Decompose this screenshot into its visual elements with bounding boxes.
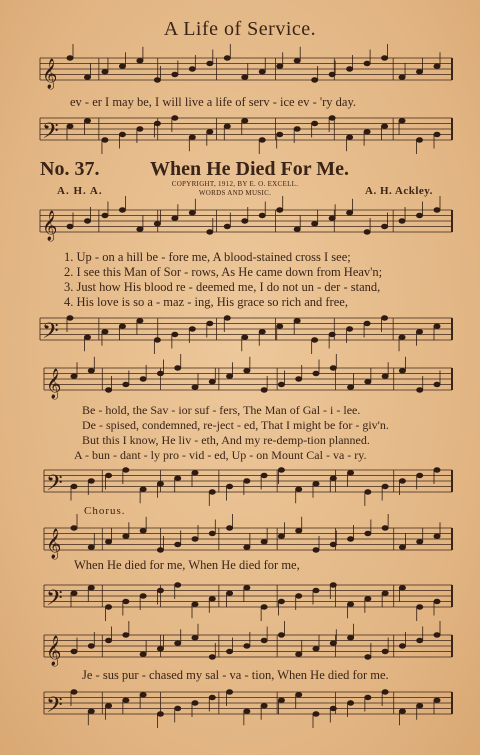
note-head	[192, 636, 198, 640]
note-head	[102, 138, 108, 142]
note-head	[382, 690, 388, 694]
note-head	[71, 649, 77, 653]
note-head	[192, 602, 198, 606]
note-head	[88, 644, 94, 648]
note-head	[417, 638, 423, 642]
note-head	[189, 135, 195, 139]
note-head	[71, 690, 77, 694]
note-head	[192, 471, 198, 475]
note-head	[207, 130, 213, 134]
note-head	[434, 208, 440, 212]
note-head	[189, 211, 195, 215]
note-head	[123, 698, 129, 702]
note-head	[140, 594, 146, 598]
note-head	[154, 222, 160, 226]
note-head	[140, 693, 146, 697]
note-head	[417, 70, 423, 74]
chorus-label: Chorus.	[84, 505, 126, 517]
note-head	[365, 380, 371, 384]
note-head	[296, 594, 302, 598]
note-head	[348, 471, 354, 475]
note-head	[347, 327, 353, 331]
verse-4-line-a: 4. His love is so a - maz - ing, His grace so rich and free,	[64, 295, 348, 309]
note-head	[88, 545, 94, 549]
note-head	[364, 61, 370, 65]
note-head	[296, 377, 302, 381]
note-head	[71, 374, 77, 378]
clef-symbol: 𝄢	[42, 319, 59, 349]
note-head	[330, 706, 336, 710]
note-head	[140, 377, 146, 381]
note-head	[157, 647, 163, 651]
note-head	[172, 72, 178, 76]
note-head	[119, 208, 125, 212]
note-head	[434, 468, 440, 472]
note-head	[261, 704, 267, 708]
note-head	[154, 78, 160, 82]
note-head	[348, 701, 354, 705]
note-head	[434, 599, 440, 603]
note-head	[71, 526, 77, 530]
verse-4-line-b: A - bun - dant - ly pro - vid - ed, Up - on Mount Cal - va - ry.	[74, 448, 367, 462]
note-head	[365, 597, 371, 601]
note-head	[296, 693, 302, 697]
note-head	[244, 709, 250, 713]
note-head	[330, 476, 336, 480]
note-head	[347, 67, 353, 71]
note-head	[102, 213, 108, 217]
note-head	[313, 588, 319, 592]
note-head	[261, 605, 267, 609]
note-head	[244, 479, 250, 483]
note-head	[399, 709, 405, 713]
note-head	[224, 56, 230, 60]
note-head	[347, 211, 353, 215]
note-head	[434, 64, 440, 68]
note-head	[348, 636, 354, 640]
note-head	[417, 388, 423, 392]
note-head	[154, 121, 160, 125]
note-head	[102, 70, 108, 74]
note-head	[192, 537, 198, 541]
note-head	[259, 213, 265, 217]
note-head	[88, 709, 94, 713]
note-head	[88, 479, 94, 483]
note-head	[313, 647, 319, 651]
note-head	[175, 542, 181, 546]
note-head	[382, 316, 388, 320]
note-head	[329, 116, 335, 120]
note-head	[88, 586, 94, 590]
note-head	[348, 602, 354, 606]
note-head	[119, 64, 125, 68]
note-head	[294, 227, 300, 231]
note-head	[88, 369, 94, 373]
note-head	[227, 591, 233, 595]
note-head	[278, 468, 284, 472]
note-head	[399, 479, 405, 483]
note-head	[244, 644, 250, 648]
note-head	[382, 124, 388, 128]
note-head	[364, 321, 370, 325]
note-head	[157, 548, 163, 552]
note-head	[106, 388, 112, 392]
previous-hymn-title: A Life of Service.	[163, 18, 317, 40]
note-head	[329, 332, 335, 336]
note-head	[417, 540, 423, 544]
note-head	[277, 64, 283, 68]
note-head	[137, 127, 143, 131]
note-head	[157, 371, 163, 375]
note-head	[365, 695, 371, 699]
note-head	[261, 540, 267, 544]
note-head	[364, 230, 370, 234]
note-head	[330, 542, 336, 546]
note-head	[296, 652, 302, 656]
note-head	[67, 224, 73, 228]
note-head	[106, 473, 112, 477]
hymn-title: When He Died For Me.	[150, 158, 350, 180]
note-head	[67, 124, 73, 128]
note-head	[417, 704, 423, 708]
note-head	[244, 369, 250, 373]
note-head	[277, 132, 283, 136]
note-head	[140, 529, 146, 533]
verse-1-line-b: Be - hold, the Sav - ior suf - fers, The Man of Gal - i - lee.	[82, 403, 361, 417]
note-head	[189, 67, 195, 71]
note-head	[329, 72, 335, 76]
note-head	[259, 70, 265, 74]
note-head	[382, 591, 388, 595]
note-head	[261, 473, 267, 477]
note-head	[365, 531, 371, 535]
note-head	[227, 484, 233, 488]
verse-3-line-b: But this I know, He liv - eth, And my re-demp-tion planned.	[82, 433, 370, 447]
note-head	[175, 366, 181, 370]
note-head	[84, 119, 90, 123]
clef-symbol: 𝄢	[42, 119, 59, 149]
note-head	[123, 633, 129, 637]
note-head	[71, 484, 77, 488]
note-head	[296, 529, 302, 533]
note-head	[224, 124, 230, 128]
note-head	[172, 216, 178, 220]
note-head	[348, 385, 354, 389]
note-head	[175, 583, 181, 587]
clef-symbol: 𝄞	[46, 529, 62, 559]
note-head	[278, 534, 284, 538]
note-head	[192, 701, 198, 705]
note-head	[434, 132, 440, 136]
note-head	[244, 586, 250, 590]
note-head	[399, 219, 405, 223]
note-head	[207, 321, 213, 325]
verse-2-line-b: De - spised, condemned, re-ject - ed, That I might be for - giv'n.	[82, 418, 389, 432]
note-head	[312, 222, 318, 226]
note-head	[209, 655, 215, 659]
note-head	[329, 216, 335, 220]
note-head	[278, 599, 284, 603]
note-head	[140, 652, 146, 656]
note-head	[313, 482, 319, 486]
note-head	[137, 319, 143, 323]
note-head	[278, 633, 284, 637]
note-head	[84, 335, 90, 339]
note-head	[399, 644, 405, 648]
note-head	[399, 545, 405, 549]
note-head	[382, 224, 388, 228]
clef-symbol: 𝄢	[46, 586, 63, 616]
clef-symbol: 𝄢	[46, 471, 63, 501]
note-head	[261, 388, 267, 392]
note-head	[417, 330, 423, 334]
note-head	[175, 641, 181, 645]
note-head	[192, 385, 198, 389]
note-head	[209, 490, 215, 494]
clef-symbol: 𝄞	[42, 211, 58, 241]
note-head	[242, 119, 248, 123]
note-head	[189, 327, 195, 331]
note-head	[209, 380, 215, 384]
note-head	[227, 374, 233, 378]
note-head	[278, 382, 284, 386]
note-head	[348, 537, 354, 541]
verse-2-line-a: 2. I see this Man of Sor - rows, As He came down from Heav'n;	[64, 265, 383, 279]
note-head	[224, 316, 230, 320]
lyricist-initials: A. H. A.	[57, 185, 103, 197]
note-head	[137, 59, 143, 63]
note-head	[294, 319, 300, 323]
clef-symbol: 𝄞	[42, 59, 58, 89]
note-head	[119, 324, 125, 328]
note-head	[227, 690, 233, 694]
note-head	[278, 698, 284, 702]
note-head	[67, 316, 73, 320]
note-head	[382, 56, 388, 60]
verse-1-line-a: 1. Up - on a hill be - fore me, A blood-stained cross I see;	[64, 250, 351, 264]
note-head	[224, 224, 230, 228]
note-head	[207, 61, 213, 65]
note-head	[209, 597, 215, 601]
note-head	[277, 208, 283, 212]
composer-name: A. H. Ackley.	[365, 185, 433, 197]
copyright-line-2: WORDS AND MUSIC.	[198, 189, 272, 197]
note-head	[365, 655, 371, 659]
note-head	[294, 127, 300, 131]
note-head	[259, 138, 265, 142]
verse-3-line-a: 3. Just how His blood re - deemed me, I do not un - der - stand,	[64, 280, 381, 294]
note-head	[175, 706, 181, 710]
note-head	[434, 324, 440, 328]
note-head	[382, 484, 388, 488]
note-head	[175, 476, 181, 480]
note-head	[209, 531, 215, 535]
note-head	[382, 374, 388, 378]
note-head	[259, 330, 265, 334]
note-head	[244, 545, 250, 549]
note-head	[71, 591, 77, 595]
chorus-line-1: When He died for me, When He died for me,	[74, 558, 300, 572]
note-head	[102, 330, 108, 334]
note-head	[399, 335, 405, 339]
note-head	[434, 382, 440, 386]
note-head	[277, 324, 283, 328]
note-head	[434, 534, 440, 538]
note-head	[140, 487, 146, 491]
note-head	[227, 526, 233, 530]
note-head	[242, 219, 248, 223]
note-head	[312, 121, 318, 125]
chorus-line-2: Je - sus pur - chased my sal - va - tion, When He died for me.	[82, 668, 389, 682]
note-head	[399, 75, 405, 79]
note-head	[399, 119, 405, 123]
note-head	[261, 638, 267, 642]
note-head	[207, 230, 213, 234]
note-head	[242, 75, 248, 79]
note-head	[399, 369, 405, 373]
note-head	[67, 56, 73, 60]
note-head	[123, 534, 129, 538]
note-head	[157, 482, 163, 486]
clef-symbol: 𝄢	[46, 693, 63, 723]
note-head	[382, 649, 388, 653]
note-head	[365, 490, 371, 494]
note-head	[347, 135, 353, 139]
note-head	[417, 138, 423, 142]
note-head	[137, 227, 143, 231]
note-head	[209, 695, 215, 699]
note-head	[84, 75, 90, 79]
note-head	[417, 605, 423, 609]
note-head	[330, 641, 336, 645]
note-head	[123, 382, 129, 386]
note-head	[106, 638, 112, 642]
note-head	[106, 704, 112, 708]
note-head	[312, 78, 318, 82]
clef-symbol: 𝄞	[46, 636, 62, 666]
note-head	[434, 698, 440, 702]
note-head	[434, 633, 440, 637]
note-head	[330, 583, 336, 587]
note-head	[157, 588, 163, 592]
note-head	[242, 335, 248, 339]
note-head	[172, 332, 178, 336]
note-head	[296, 487, 302, 491]
note-head	[157, 712, 163, 716]
hymn-number: No. 37.	[40, 158, 100, 180]
note-head	[364, 130, 370, 134]
copyright-notice	[160, 180, 310, 198]
note-head	[312, 338, 318, 342]
note-head	[313, 712, 319, 716]
note-head	[119, 132, 125, 136]
note-head	[417, 213, 423, 217]
previous-hymn-lyric: ev - er I may be, I will live a life of serv - ice ev - 'ry day.	[70, 95, 357, 109]
note-head	[313, 371, 319, 375]
note-head	[84, 219, 90, 223]
note-head	[172, 116, 178, 120]
clef-symbol: 𝄞	[46, 369, 62, 399]
note-head	[154, 338, 160, 342]
note-head	[227, 649, 233, 653]
note-head	[330, 366, 336, 370]
note-head	[106, 540, 112, 544]
note-head	[313, 548, 319, 552]
note-head	[106, 605, 112, 609]
note-head	[123, 599, 129, 603]
note-head	[382, 526, 388, 530]
note-head	[417, 473, 423, 477]
note-head	[294, 59, 300, 63]
note-head	[399, 586, 405, 590]
note-head	[123, 468, 129, 472]
copyright-line-1: COPYRIGHT, 1912, BY E. O. EXCELL.	[171, 180, 299, 188]
